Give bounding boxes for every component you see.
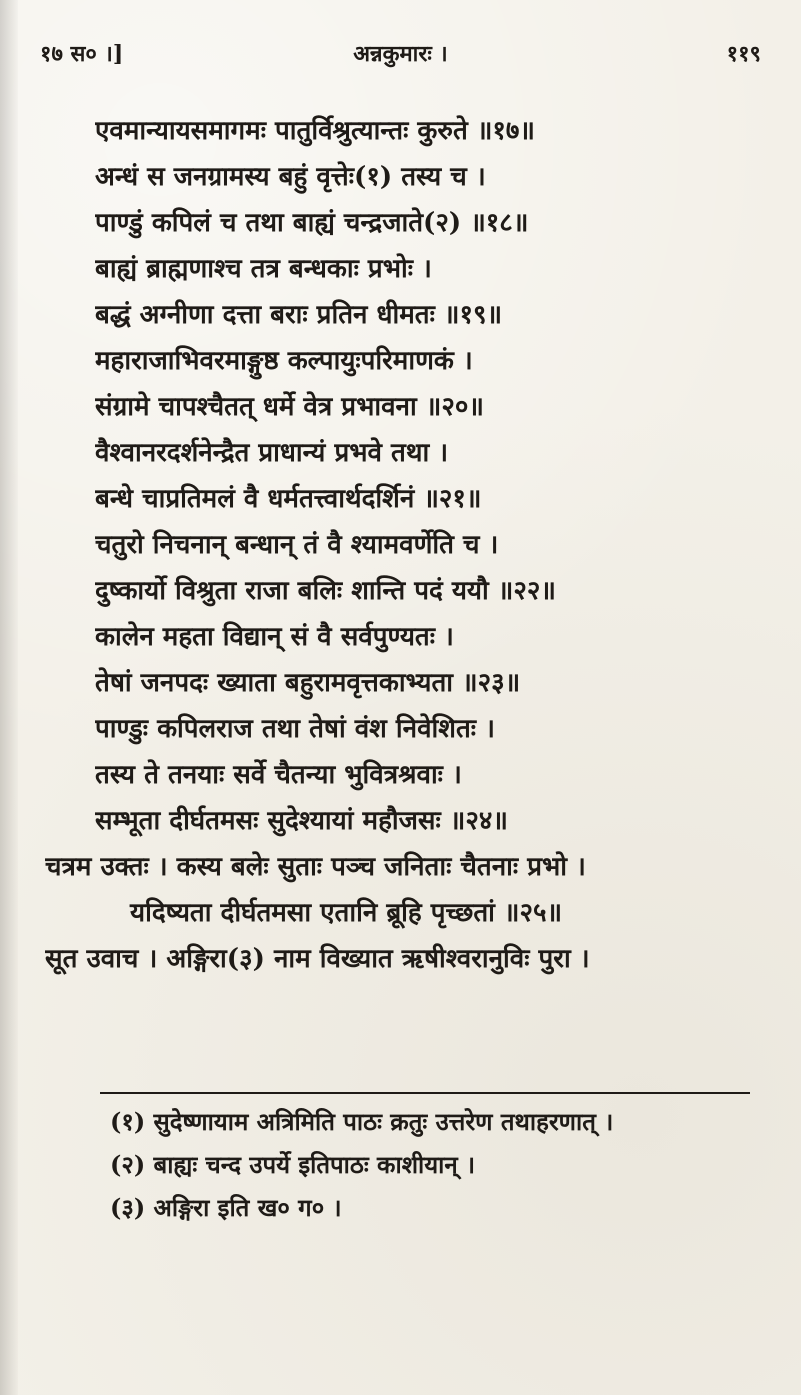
verse-line: तस्य ते तनयाः सर्वे चैतन्या भुवित्रश्रवाः । — [95, 760, 462, 790]
verse-line: यदिष्यता दीर्घतमसा एतानि ब्रूहि पृच्छतां ॥२५॥ — [130, 898, 563, 928]
footnotes — [110, 1100, 761, 1229]
verse-line: वैश्वानरदर्शनेन्द्रैत प्राधान्यं प्रभवे तथा । — [95, 438, 449, 468]
verse-block — [45, 108, 761, 982]
footnote-item: (१) सुदेष्णायाम अत्रिमिति पाठः क्रतुः उत्तरेण तथाहरणात् । — [110, 1107, 614, 1136]
verse-line: पाण्डुं कपिलं च तथा बाह्यं चन्द्रजाते(२) ॥१८॥ — [95, 208, 529, 238]
verse-line: पाण्डुः कपिलराज तथा तेषां वंश निवेशितः । — [95, 714, 495, 744]
verse-line: महाराजाभिवरमाङ्गुष्ठ कल्पायुःपरिमाणकं । — [95, 346, 473, 376]
running-title: अन्नकुमारः । — [353, 41, 448, 67]
footnote-item: (२) बाह्यः चन्द उपर्ये इतिपाठः काशीयान् । — [110, 1150, 476, 1179]
page-number: ११९ — [726, 41, 761, 67]
footnote-divider — [100, 1092, 750, 1094]
footnote-item: (३) अङ्गिरा इति ख० ग० । — [110, 1193, 342, 1222]
verse-line: कालेन महता विद्यान् सं वै सर्वपुण्यतः । — [95, 622, 454, 652]
verse-line: तेषां जनपदः ख्याता बहुरामवृत्तकाभ्यता ॥२३॥ — [95, 668, 521, 698]
running-header — [40, 38, 761, 78]
verse-line: चत्रम उक्तः । कस्य बलेः सुताः पञ्च जनिताः चैतनाः प्रभो । — [45, 852, 586, 882]
verse-line: दुष्कार्यो विश्रुता राजा बलिः शान्ति पदं ययौ ॥२२॥ — [95, 576, 556, 606]
verse-line: बन्धे चाप्रतिमलं वै धर्मतत्त्वार्थदर्शिनं ॥२१॥ — [95, 484, 482, 514]
verse-line: बाह्यं ब्राह्मणाश्च तत्र बन्धकाः प्रभोः । — [95, 254, 432, 284]
verse-line: एवमान्यायसमागमः पातुर्विश्रुत्यान्तः कुरुते ॥१७॥ — [95, 116, 536, 146]
verse-line: चतुरो निचनान् बन्धान् तं वै श्यामवर्णेति च । — [95, 530, 499, 560]
verse-line: बद्धं अग्नीणा दत्ता बराः प्रतिन धीमतः ॥१९॥ — [95, 300, 503, 330]
verse-line: सूत उवाच । अङ्गिरा(३) नाम विख्यात ऋषीश्वरानुविः पुरा । — [45, 944, 590, 974]
chapter-number: १७ स० ।] — [40, 41, 124, 67]
verse-line: अन्धं स जनग्रामस्य बहुं वृत्तेः(१) तस्य च । — [95, 162, 486, 192]
verse-line: सम्भूता दीर्घतमसः सुदेश्यायां महौजसः ॥२४॥ — [95, 806, 508, 836]
page-spine-shadow — [0, 0, 18, 1395]
verse-line: संग्रामे चापश्चैतत् धर्मे वेत्र प्रभावना ॥२०॥ — [95, 392, 484, 422]
